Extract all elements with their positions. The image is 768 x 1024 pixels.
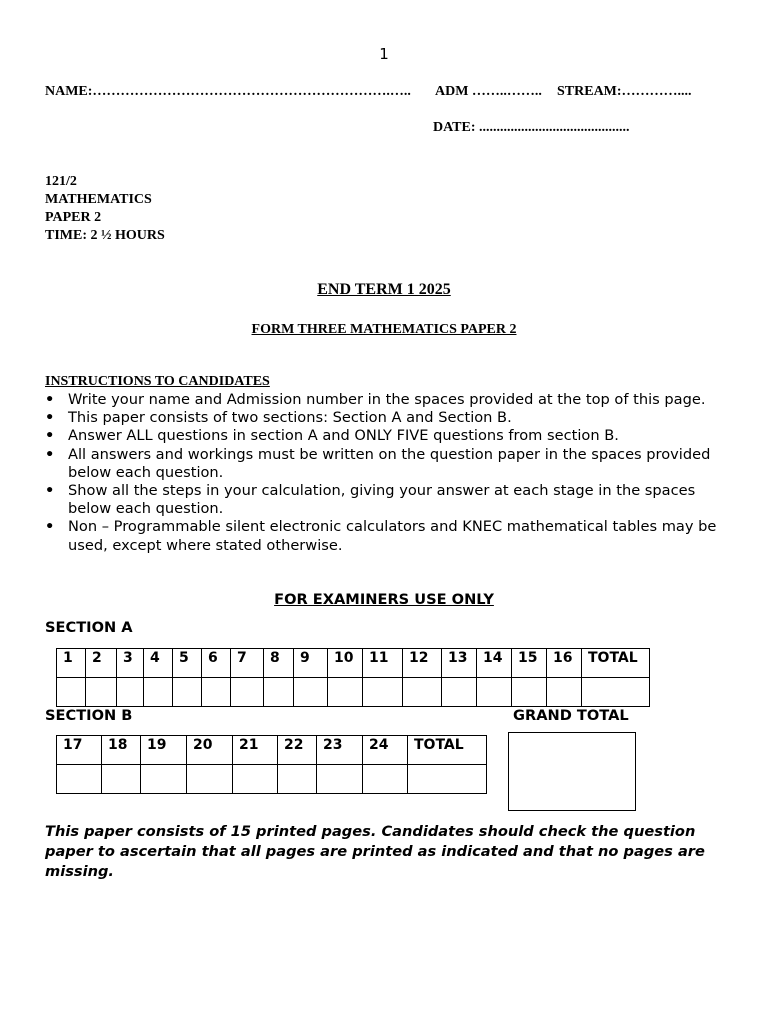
page-number: 1: [379, 45, 389, 63]
examiners-heading: FOR EXAMINERS USE ONLY: [274, 591, 494, 608]
column-header: TOTAL: [582, 649, 650, 678]
score-cell[interactable]: [363, 765, 408, 794]
instruction-item: • Show all the steps in your calculation, giving your answer at each stage in the spaces below each question.: [45, 482, 696, 518]
score-cell[interactable]: [278, 765, 317, 794]
instruction-item: • This paper consists of two sections: Section A and Section B.: [45, 409, 512, 427]
instruction-item: • Non – Programmable silent electronic calculators and KNEC mathematical tables may be used, except where stated otherwise.: [45, 518, 717, 554]
score-cell[interactable]: [294, 678, 328, 707]
column-header: 8: [264, 649, 294, 678]
column-header: 24: [363, 736, 408, 765]
score-cell[interactable]: [233, 765, 278, 794]
column-header: 17: [57, 736, 102, 765]
column-header: 18: [102, 736, 141, 765]
score-cell[interactable]: [317, 765, 363, 794]
date-field: DATE: ...........................................: [433, 120, 630, 135]
score-cell[interactable]: [202, 678, 231, 707]
bullet: •: [45, 482, 55, 500]
term-title: END TERM 1 2025: [317, 281, 451, 298]
column-header: 10: [328, 649, 363, 678]
column-header: 20: [187, 736, 233, 765]
score-cell[interactable]: [403, 678, 442, 707]
score-cell[interactable]: [86, 678, 117, 707]
column-header: 12: [403, 649, 442, 678]
footnote: This paper consists of 15 printed pages. Candidates should check the question paper to ascertain that all pages are printed as indicated and that no pages are missing.: [45, 823, 705, 880]
column-header: 6: [202, 649, 231, 678]
column-header: 4: [144, 649, 173, 678]
exam-title: FORM THREE MATHEMATICS PAPER 2: [251, 322, 517, 337]
column-header: 3: [117, 649, 144, 678]
column-header: 5: [173, 649, 202, 678]
bullet: •: [45, 427, 55, 445]
score-row: [57, 765, 487, 794]
column-header: TOTAL: [408, 736, 487, 765]
instructions-list: [45, 391, 735, 555]
column-header: 2: [86, 649, 117, 678]
section-a-score-table: [56, 648, 650, 707]
paper-subject: MATHEMATICS: [45, 192, 152, 207]
column-header: 11: [363, 649, 403, 678]
score-cell[interactable]: [477, 678, 512, 707]
score-cell[interactable]: [187, 765, 233, 794]
column-header: 23: [317, 736, 363, 765]
grand-total-box[interactable]: [508, 732, 636, 811]
score-row: [57, 678, 650, 707]
bullet: •: [45, 518, 55, 536]
instruction-item: • Answer ALL questions in section A and ONLY FIVE questions from section B.: [45, 427, 619, 445]
column-header: 7: [231, 649, 264, 678]
score-cell[interactable]: [173, 678, 202, 707]
paper-code: 121/2: [45, 174, 77, 189]
score-cell[interactable]: [57, 678, 86, 707]
score-cell[interactable]: [57, 765, 102, 794]
section-a-label: SECTION A: [45, 619, 133, 636]
column-header: 13: [442, 649, 477, 678]
score-cell[interactable]: [442, 678, 477, 707]
instruction-item: • Write your name and Admission number in the spaces provided at the top of this page.: [45, 391, 706, 408]
score-cell[interactable]: [117, 678, 144, 707]
bullet: •: [45, 391, 55, 408]
name-field: NAME:……………………………………………………….…..: [45, 84, 411, 99]
adm-field: ADM ……..……..: [435, 84, 542, 99]
score-cell[interactable]: [141, 765, 187, 794]
table-header-row: [57, 736, 487, 765]
column-header: 9: [294, 649, 328, 678]
instruction-item: • All answers and workings must be written on the question paper in the spaces provided below each question.: [45, 445, 711, 481]
section-b-label: SECTION B: [45, 707, 133, 724]
paper-time: TIME: 2 ½ HOURS: [45, 228, 165, 243]
column-header: 19: [141, 736, 187, 765]
bullet: •: [45, 445, 55, 463]
score-cell[interactable]: [547, 678, 582, 707]
score-cell[interactable]: [264, 678, 294, 707]
score-cell[interactable]: [328, 678, 363, 707]
score-cell[interactable]: [512, 678, 547, 707]
section-b-score-table: [56, 735, 487, 794]
stream-field: STREAM:…………....: [557, 84, 692, 99]
score-cell[interactable]: [231, 678, 264, 707]
column-header: 21: [233, 736, 278, 765]
table-header-row: [57, 649, 650, 678]
score-cell[interactable]: [144, 678, 173, 707]
grand-total-label: GRAND TOTAL: [513, 707, 629, 724]
paper-info: [45, 173, 165, 245]
score-cell[interactable]: [102, 765, 141, 794]
bullet: •: [45, 409, 55, 427]
column-header: 15: [512, 649, 547, 678]
total-cell[interactable]: [582, 678, 650, 707]
score-cell[interactable]: [363, 678, 403, 707]
column-header: 22: [278, 736, 317, 765]
column-header: 1: [57, 649, 86, 678]
column-header: 14: [477, 649, 512, 678]
paper-number: PAPER 2: [45, 210, 102, 225]
total-cell[interactable]: [408, 765, 487, 794]
column-header: 16: [547, 649, 582, 678]
instructions-heading: INSTRUCTIONS TO CANDIDATES: [45, 374, 270, 389]
